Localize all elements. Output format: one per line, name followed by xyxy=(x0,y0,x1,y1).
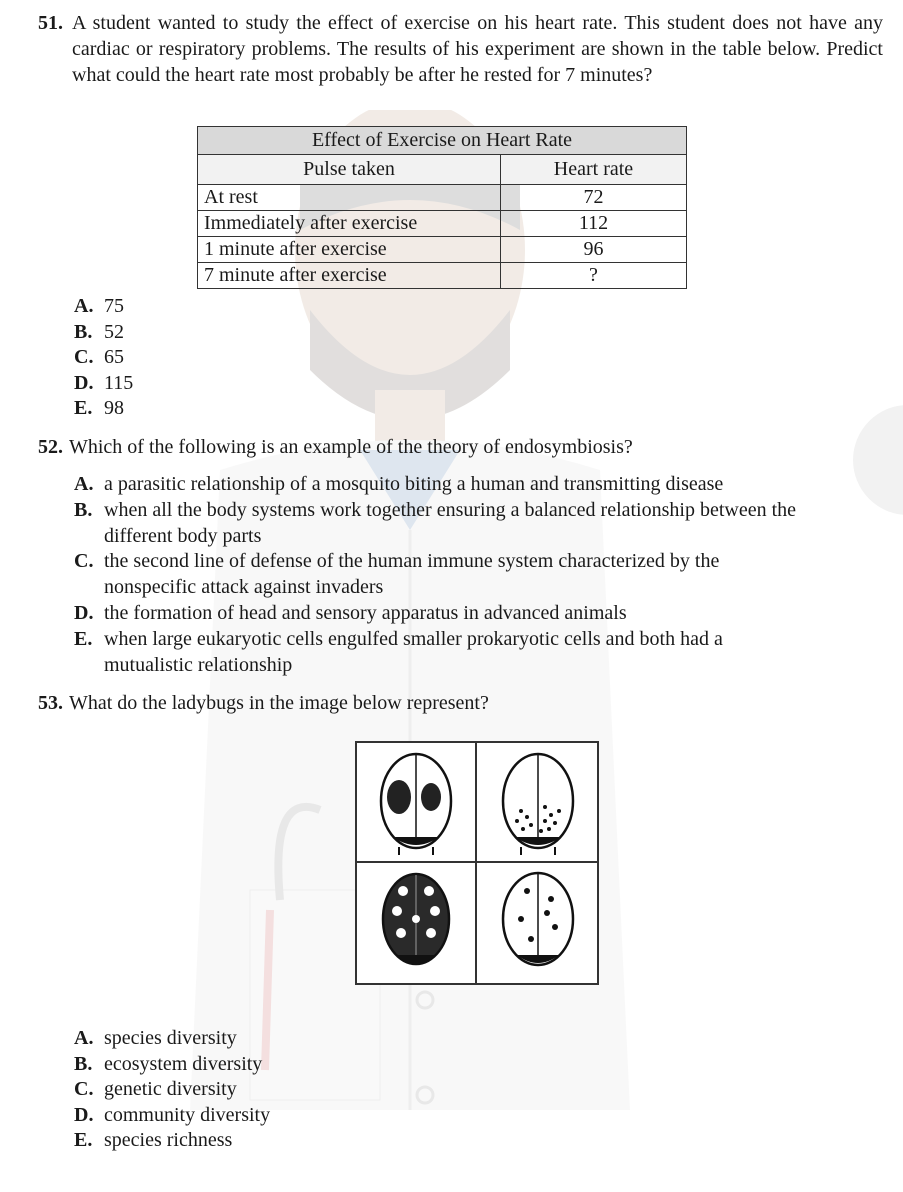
table-header: Heart rate xyxy=(501,155,687,185)
option-b[interactable]: B. ecosystem diversity xyxy=(74,1052,263,1075)
table-caption: Effect of Exercise on Heart Rate xyxy=(198,127,687,155)
ladybug-image-grid xyxy=(355,741,599,985)
option-e[interactable]: E. 98 xyxy=(74,397,124,420)
table-cell: 7 minute after exercise xyxy=(198,263,501,289)
question-number: 53. xyxy=(38,692,63,714)
table-cell: At rest xyxy=(198,185,501,211)
question-text: A student wanted to study the effect of exercise on his heart rate. This student does not have any cardiac or respiratory problems. The results of his experiment are shown in the table below. Predict what could the heart rate most probably be after he rested for 7 minutes? xyxy=(72,12,883,86)
option-d[interactable]: D. community diversity xyxy=(74,1103,271,1126)
table-header: Pulse taken xyxy=(198,155,501,185)
option-b[interactable]: B. when all the body systems work together ensuring a balanced relationship between the different body parts xyxy=(74,498,797,547)
option-a[interactable]: A. species diversity xyxy=(74,1027,237,1049)
option-a[interactable]: A. a parasitic relationship of a mosquito biting a human and transmitting disease xyxy=(74,473,724,495)
table-cell: ? xyxy=(501,263,687,289)
option-e[interactable]: E. species richness xyxy=(74,1129,233,1152)
table-cell: 96 xyxy=(501,237,687,263)
q51-options xyxy=(74,294,133,422)
option-e[interactable]: E. when large eukaryotic cells engulfed smaller prokaryotic cells and both had a mutualistic relationship xyxy=(74,627,723,676)
table-cell: 72 xyxy=(501,185,687,211)
question-51 xyxy=(38,10,883,88)
table-row xyxy=(198,237,687,263)
option-b[interactable]: B. 52 xyxy=(74,320,124,343)
table-cell: Immediately after exercise xyxy=(198,211,501,237)
q53-options xyxy=(74,1026,270,1154)
ladybug-black-white-spots xyxy=(383,874,449,964)
table-row xyxy=(198,185,687,211)
option-a[interactable]: A. 75 xyxy=(74,295,124,317)
question-number: 51. xyxy=(38,12,63,34)
question-text: What do the ladybugs in the image below represent? xyxy=(69,692,489,714)
option-c[interactable]: C. the second line of defense of the human immune system characterized by the nonspecific attack against invaders xyxy=(74,550,720,599)
question-52 xyxy=(38,436,633,459)
question-text: Which of the following is an example of the theory of endosymbiosis? xyxy=(69,436,633,458)
table-cell: 112 xyxy=(501,211,687,237)
ladybug-sparse-dots xyxy=(503,873,573,965)
question-number: 52. xyxy=(38,436,63,458)
heart-rate-table xyxy=(197,126,687,289)
option-d[interactable]: D. 115 xyxy=(74,371,134,394)
table-cell: 1 minute after exercise xyxy=(198,237,501,263)
question-53 xyxy=(38,692,489,715)
q52-options xyxy=(74,472,864,678)
option-c[interactable]: C. genetic diversity xyxy=(74,1078,237,1101)
table-row xyxy=(198,263,687,289)
table-row xyxy=(198,211,687,237)
option-d[interactable]: D. the formation of head and sensory apparatus in advanced animals xyxy=(74,601,627,624)
option-c[interactable]: C. 65 xyxy=(74,346,124,369)
